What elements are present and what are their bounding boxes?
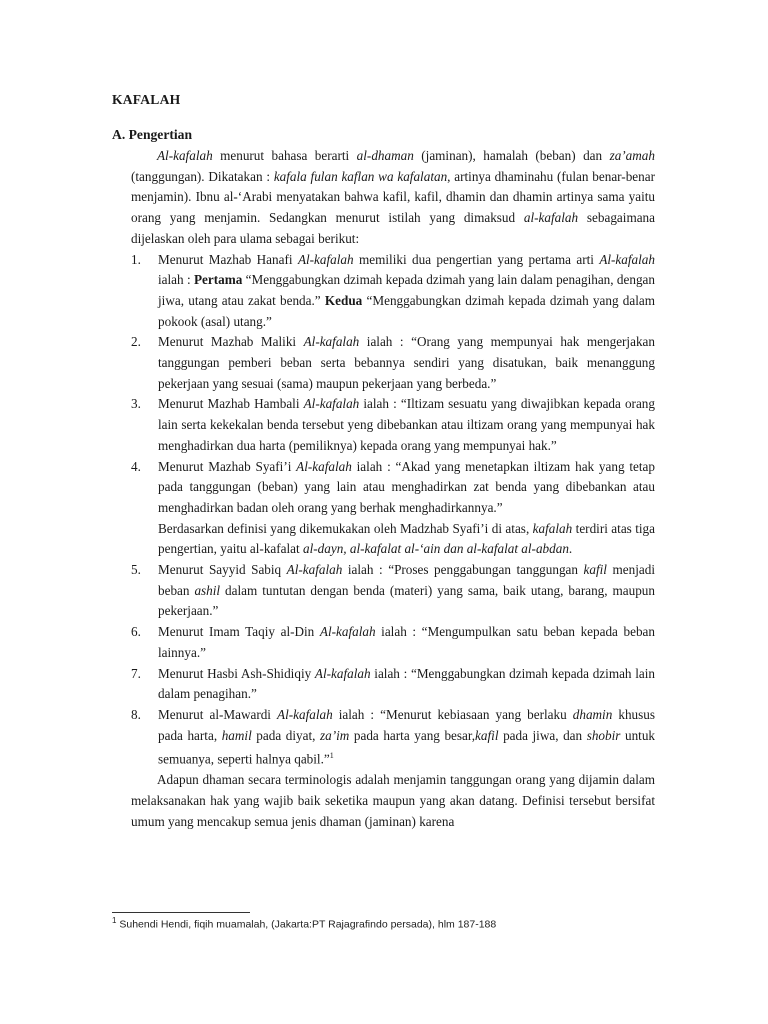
text-run: sebagaimana dijelaskan oleh para ulama sebagai berikut:: [131, 210, 656, 246]
text-run: ialah : “Orang yang mempunyai hak mengerjakan tanggungan pemberi beban serta bebannya sendiri yang disatukan, baik menanggung pekerjaan yang sesuai (sama) maupun pekerjaan yang berbeda.”: [158, 334, 655, 391]
term: Al-kafalah: [286, 562, 343, 578]
term: Al-kafalah: [319, 624, 376, 640]
list-number: 5.: [131, 562, 141, 578]
text-run: Menurut Mazhab Syafi’i: [158, 458, 297, 474]
text-run: ialah :: [158, 272, 194, 288]
text-run: dalam tuntutan dengan benda (materi) yang sama, baik utang, barang, maupun pekerjaan.”: [158, 582, 655, 619]
text-run: khusus pada harta,: [158, 706, 655, 743]
list-number: 8.: [131, 706, 141, 722]
list-number: 3.: [131, 396, 141, 412]
text-run: Menurut Mazhab Hambali: [158, 396, 304, 412]
text-run: .: [568, 541, 573, 557]
list-item: [131, 394, 655, 456]
text-run: Menurut Mazhab Maliki: [158, 334, 304, 350]
footnote-divider: [112, 912, 250, 913]
footnote-ref[interactable]: 1: [329, 751, 334, 761]
document-title: KAFALAH: [112, 92, 181, 107]
text-run: pada diyat,: [251, 727, 320, 743]
list-item: [131, 705, 655, 771]
term: kafil: [583, 562, 607, 578]
text-run: untuk semuanya, seperti halnya qabil.”: [158, 727, 656, 767]
list-item-note: [158, 519, 655, 560]
text-run: menjadi beban: [158, 562, 655, 598]
term: Al-kafalah: [297, 251, 354, 267]
list-number: 6.: [131, 624, 141, 640]
text-run: Menurut al-Mawardi: [158, 706, 278, 722]
text-run: ialah : “Iltizam sesuatu yang diwajibkan kepada orang lain serta kekekalan benda tersebut yeng dibebankan atau iltizam orang yang mempunyai hak menghadirkan dua harta (pemiliknya) kepada orang yang mempunyai hak.”: [158, 396, 655, 453]
term: ashil: [194, 582, 221, 598]
list-item: [131, 560, 655, 622]
bold-label: Pertama: [193, 272, 243, 288]
term: Al-kafalah: [314, 665, 371, 681]
text-run: Berdasarkan definisi yang dikemukakan oleh Madzhab Syafi’i di atas,: [158, 520, 533, 536]
list-number: 7.: [131, 665, 141, 681]
term: kafil: [475, 727, 499, 743]
term: dhamin: [572, 706, 613, 722]
text-run: pada jiwa, dan: [498, 727, 587, 743]
footnote-number: 1: [112, 916, 117, 925]
term: shobir: [586, 727, 621, 743]
list-item: [131, 250, 655, 333]
text-run: Menurut Sayyid Sabiq: [158, 562, 287, 578]
text-run: memiliki dua pengertian yang pertama arti: [353, 251, 600, 267]
term: hamil: [221, 727, 252, 743]
text-run: (jaminan), hamalah (beban) dan: [413, 148, 610, 163]
text-run: menurut bahasa berarti: [212, 148, 357, 163]
list-number: 1.: [131, 251, 141, 267]
intro-paragraph: [131, 146, 655, 250]
closing-paragraph: Adapun dhaman secara terminologis adalah menjamin tanggungan orang yang dijamin dalam melaksanakan hak yang wajib baik seketika maupun yang akan datang. Definisi tersebut bersifat umum yang mencakup semua jenis dhaman (jaminan) karena: [131, 772, 655, 829]
term: al-kafalah: [523, 210, 579, 226]
text-run: Menurut Imam Taqiy al-Din: [158, 624, 320, 640]
text-run: terdiri atas tiga pengertian, yaitu al-kafalat: [158, 520, 655, 557]
text-run: ialah : “Proses penggabungan tanggungan: [342, 562, 584, 578]
text-run: Menurut Hasbi Ash-Shidiqiy: [158, 665, 315, 681]
list-item: [131, 332, 655, 394]
text-run: , artinya dhaminahu (fulan benar-benar menjamin). Ibnu al-‘Arabi menyatakan bahwa kafil, kafil, dhamin dan dhamin artinya sama yaitu orang yang menjamin. Sedangkan menurut istilah yang dimaksud: [131, 168, 655, 226]
bold-label: Kedua: [324, 292, 363, 308]
term: Al-kafalah: [296, 458, 352, 474]
term: Al-kafalah: [277, 706, 333, 722]
term: kafalah: [532, 520, 573, 536]
term: al-dhaman: [356, 148, 414, 163]
text-run: ialah : “Mengumpulkan satu beban kepada beban lainnya.”: [158, 624, 656, 660]
text-run: “Menggabungkan dzimah kepada dzimah yang dalam pokook (asal) utang.”: [158, 292, 655, 329]
list-item: [131, 457, 655, 561]
list-number: 4.: [131, 458, 141, 474]
text-run: Menurut Mazhab Hanafi: [158, 251, 298, 267]
footnote-text: Suhendi Hendi, fiqih muamalah, (Jakarta:PT Rajagrafindo persada), hlm 187-188: [116, 918, 497, 931]
footnote: [112, 916, 672, 931]
definitions-list: [131, 250, 655, 771]
text-run: ialah : “Menggabungkan dzimah kepada dzimah lain dalam penagihan.”: [158, 665, 655, 702]
term: Al-kafalah: [303, 334, 360, 350]
text-run: ialah : “Akad yang menetapkan iltizam hak yang tetap pada tanggungan (beban) yang lain atau menghadirkan zat benda yang dibebankan atau menghadirkan badan oleh orang yang berhak menghadirkannya.”: [158, 458, 655, 515]
list-item: [131, 664, 655, 705]
text-run: “Menggabungkan dzimah kepada dzimah yang lain dalam penagihan, dengan jiwa, utang atau zakat benda.”: [158, 272, 655, 308]
document-body: [131, 146, 655, 833]
list-number: 2.: [131, 334, 141, 350]
term: al-dayn, al-kafalat al-‘ain dan al-kafalat al-abdan: [303, 541, 569, 557]
term: Al-kafalah: [303, 396, 360, 412]
term: Al-kafalah: [599, 251, 655, 267]
list-item: [131, 622, 655, 663]
text-run: pada harta yang besar,: [349, 727, 476, 743]
term: Al-kafalah: [157, 148, 213, 163]
term: za’im: [320, 727, 350, 743]
section-heading: A. Pengertian: [112, 127, 193, 142]
text-run: (tanggungan). Dikatakan :: [131, 168, 274, 184]
text-run: ialah : “Menurut kebiasaan yang berlaku: [332, 706, 573, 722]
term: za’amah: [609, 148, 655, 163]
term: kafala fulan kaflan wa kafalatan: [273, 168, 448, 184]
